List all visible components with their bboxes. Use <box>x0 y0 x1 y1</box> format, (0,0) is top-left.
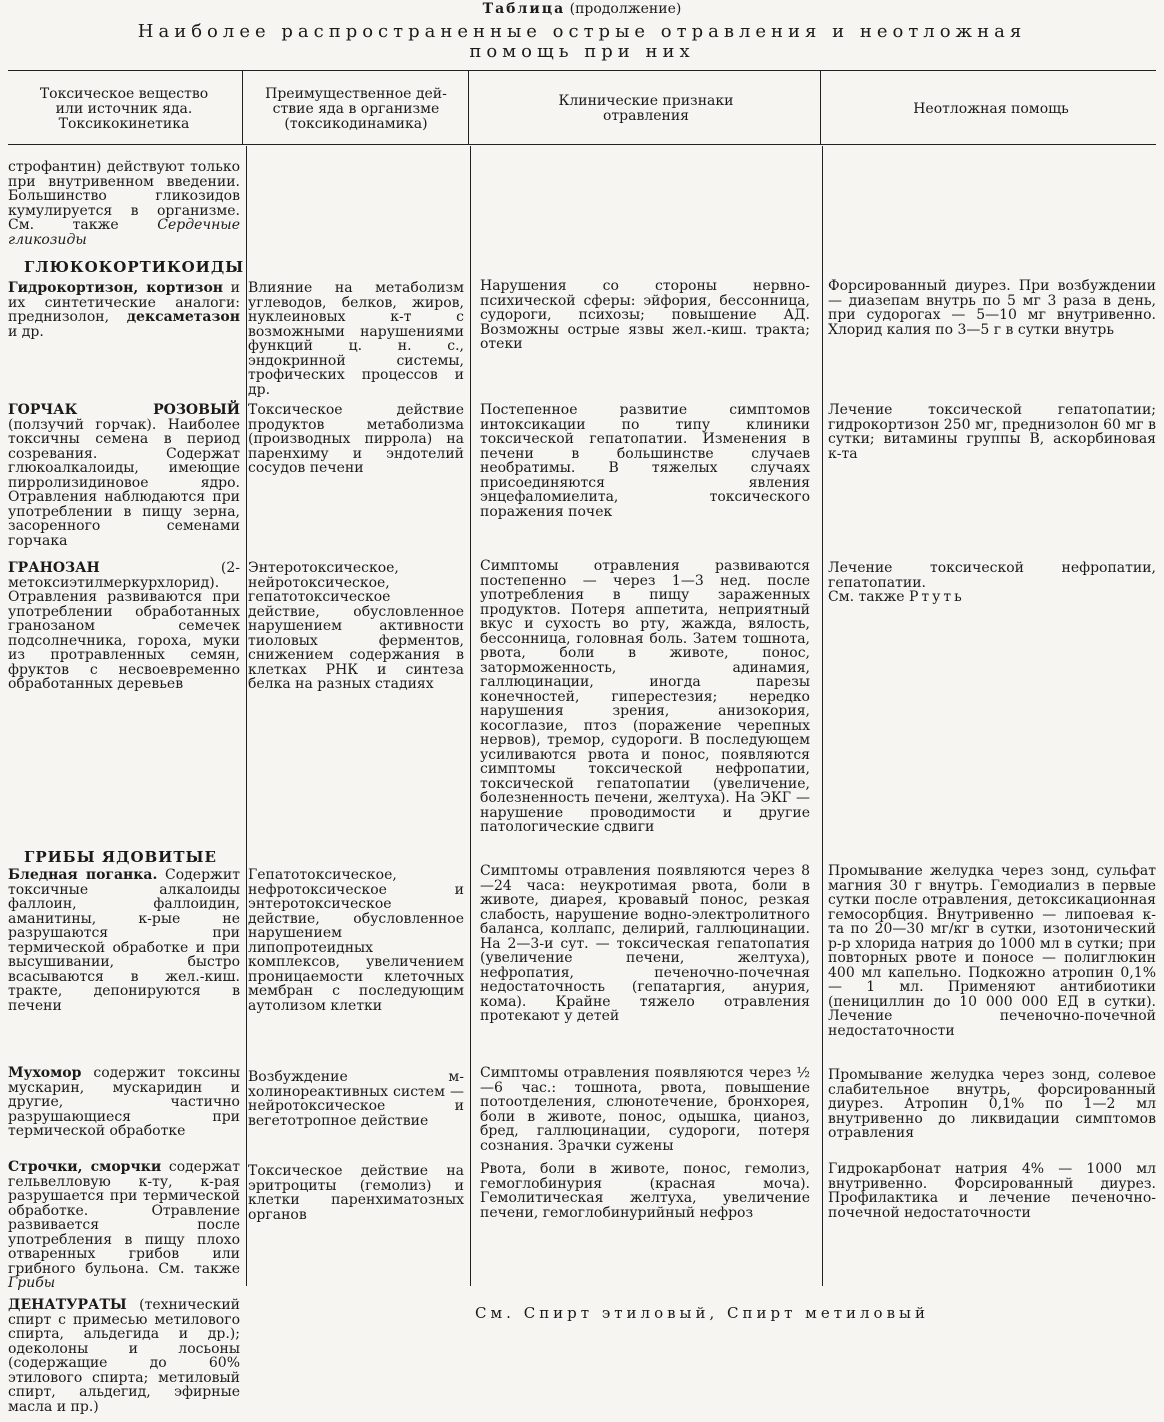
strochki-help: Гидрокарбонат натрия 4% — 1000 мл внутривенно. Форсированный диурез. Профилактика и лечение печеночно-почечной недостаточности <box>828 1161 1156 1221</box>
header-help: Неотложная помощь <box>913 100 1069 117</box>
strochki-action: Токсическое действие на эритроциты (гемолиз) и клетки паренхиматозных органов <box>248 1163 464 1223</box>
header-divider-2 <box>468 70 469 144</box>
table-caption-word: Таблица <box>482 1 566 17</box>
granozan-help-ref: Ртуть <box>908 589 965 605</box>
muhomor-action: Возбуждение м-холинореактивных систем — нейротоксическое и вегетотропное действие <box>248 1069 464 1129</box>
column-divider-3 <box>822 146 823 1286</box>
granozan-help <box>828 561 1156 605</box>
gorchak-text: (ползучий горчак). Наиболее токсичны семена в период созревания. Содержат глюкоалкалоиды, имеющие пирролизидиновое ядро. Отравления наблюдаются при употреблении в пищу зерна, засоренного семенами горчака <box>8 416 240 549</box>
granozan-signs: Симптомы отравления развиваются постепенно — через 1—3 нед. после употребления в пищу зараженных продуктов. Потеря аппетита, неприятный вкус и сухость во рту, жажда, вялость, бессонница, головная боль. Затем тошнота, рвота, боли в животе, понос, заторможенность, адинамия, галлюцинации, иногда парезы конечностей, гиперестезия; нередко нарушения зрения, анизокория, косоглазие, птоз (поражение черепных нервов), тремор, судороги. В последующем усиливаются рвота и понос, появляются симптомы токсической нефропатии, токсической гепатопатии (увеличение, болезненность печени, желтуха). На ЭКГ — нарушение проводимости и другие патологические сдвиги <box>480 558 810 835</box>
gorchak-action: Токсическое действие продуктов метаболизма (производных пиррола) на паренхиму и эндотелий сосудов печени <box>248 402 464 476</box>
poganka-text: Содержит токсичные алкалоиды фаллоин, фаллоидин, аманитины, к-рые не разрушаются при термической обработке и при высушивании, быстро всасываются в жел.-киш. тракте, депонируются в печени <box>8 867 240 1014</box>
poganka-signs: Симптомы отравления появляются через 8—24 часа: неукротимая рвота, боли в животе, диарея, кровавый понос, резкая слабость, нарушение водно-электролитного баланса, коллапс, делирий, галлюцинации. На 2—3-и сут. — токсическая гепатопатия (увеличение печени, желтуха), нефропатия, печеночно-почечная недостаточность (гепатаргия, анурия, кома). Крайне тяжело отравления протекают у детей <box>480 863 810 1024</box>
gluco-name: Гидрокортизон, кортизон <box>8 280 224 296</box>
granozan-help-text: Лечение токсической нефропатии, гепатопатии. <box>828 560 1156 591</box>
gorchak-name: ГОРЧАК РОЗОВЫЙ <box>8 402 240 418</box>
denat-text: (технический спирт с примесью метилового спирта, альдегида и др.); одеколоны и лосьоны (содержащие до 60% этилового спирта; метиловый спирт, альдегид, эфирные масла и пр.) <box>8 1297 240 1415</box>
strochki-substance <box>8 1160 240 1291</box>
table-title-line-1: Наиболее распространенные острые отравления и неотложная <box>137 21 1027 42</box>
header-divider-3 <box>820 70 821 144</box>
poganka-name: Бледная поганка. <box>8 867 158 883</box>
continued-text: строфантин) действуют только при внутривенном введении. Большинство гликозидов кумулируется в организме. См. также <box>8 159 240 233</box>
table-top-rule <box>8 70 1156 71</box>
poganka-action: Гепатотоксическое, нефротоксическое и энтеротоксическое действие, обусловленное нарушением липопротеидных комплексов, увеличением проницаемости клеточных мембран с последующим аутолизом клетки <box>248 867 464 1014</box>
table-caption-rest: (продолжение) <box>565 1 682 17</box>
strochki-signs: Рвота, боли в животе, понос, гемолиз, гемоглобинурия (красная моча). Гемолитическая желтуха, увеличение печени, гемоглобинурийный нефроз <box>480 1161 810 1221</box>
granozan-help-see: См. также <box>828 589 909 605</box>
gluco-action: Влияние на метаболизм углеводов, белков, жиров, нуклеиновых к-т с возможными нарушениями функций ц. н. с., эндокринной системы, трофических процессов и др. <box>248 280 464 398</box>
gluco-name-2: дексаметазон <box>126 309 240 325</box>
table-title <box>0 22 1164 62</box>
denat-substance <box>8 1298 240 1414</box>
section-mushrooms: ГРИБЫ ЯДОВИТЫЕ <box>24 848 217 866</box>
continued-cell <box>8 160 240 247</box>
continued-ref: Сердечные гликозиды <box>8 217 240 248</box>
header-bottom-rule <box>8 144 1156 145</box>
granozan-action: Энтеротоксическое, нейротоксическое, гепатотоксическое действие, обусловленное нарушением активности тиоловых ферментов, снижением содержания в клетках РНК и синтеза белка на разных стадиях <box>248 560 464 692</box>
gorchak-signs: Постепенное развитие симптомов интоксикации по типу клиники токсической гепатопатии. Изменения в печени в большинстве случаев необратимы. В тяжелых случаях присоединяются явления энцефаломиелита, токсического поражения почек <box>480 402 810 520</box>
muhomor-name: Мухомор <box>8 1065 82 1081</box>
granozan-substance <box>8 561 240 692</box>
gorchak-help: Лечение токсической гепатопатии; гидрокортизон 250 мг, преднизолон 60 мг в сутки; витамины группы B, аскорбиновая к-та <box>828 402 1156 462</box>
muhomor-text: содержит токсины мускарин, мускаридин и другие, частично разрушающиеся при термической обработке <box>8 1065 240 1139</box>
gluco-substance <box>8 281 240 339</box>
gluco-text-2: и др. <box>8 323 44 340</box>
section-glucocorticoids: ГЛЮКОКОРТИКОИДЫ <box>24 258 245 276</box>
header-divider-1 <box>242 70 243 144</box>
denat-name: ДЕНАТУРАТЫ <box>8 1297 127 1313</box>
column-divider-1 <box>246 146 247 1286</box>
header-action: Преимущественное дей- ствие яда в организме (токсикодинамика) <box>265 85 447 132</box>
gorchak-substance <box>8 403 240 548</box>
granozan-text: (2-метоксиэтилмеркурхлорид). Отравления развиваются при употреблении обработанных гранозаном семечек подсолнечника, гороха, муки из протравленных семян, фруктов с несвоевременно обработанных деревьев <box>8 560 240 692</box>
header-substance: Токсическое вещество или источник яда. Токсикокинетика <box>39 85 209 132</box>
poganka-substance <box>8 868 240 1013</box>
header-signs: Клинические признаки отравления <box>558 93 734 124</box>
gluco-text-1: и их синтетические аналоги: преднизолон, <box>8 280 241 325</box>
muhomor-substance <box>8 1066 240 1139</box>
table-title-line-2: помощь при них <box>469 41 695 62</box>
column-divider-2 <box>470 146 471 1286</box>
table-caption <box>0 1 1164 17</box>
denat-see-also: См. Спирт этиловый, Спирт метиловый <box>475 1304 929 1322</box>
gluco-signs: Нарушения со стороны нервно-психической сферы: эйфория, бессонница, судороги, психозы; повышение АД. Возможны острые язвы жел.-киш. тракта; отеки <box>480 278 810 352</box>
muhomor-signs: Симптомы отравления появляются через ½—6 час.: тошнота, рвота, повышение потоотделения, слюнотечение, бронхорея, боли в животе, понос, одышка, цианоз, бред, галлюцинации, судороги, потеря сознания. Зрачки сужены <box>480 1065 810 1154</box>
muhomor-help: Промывание желудка через зонд, солевое слабительное внутрь, форсированный диурез. Атропин 0,1% по 1—2 мл внутривенно до ликвидации симптомов отравления <box>828 1067 1156 1141</box>
strochki-text: содержат гельвелловую к-ту, к-рая разрушается при термической обработке. Отравление развивается после употребления в пищу плохо отваренных грибов или грибного бульона. См. также <box>8 1159 240 1277</box>
granozan-name: ГРАНОЗАН <box>8 560 100 576</box>
strochki-ref: Грибы <box>8 1275 56 1291</box>
poganka-help: Промывание желудка через зонд, сульфат магния 30 г внутрь. Гемодиализ в первые сутки после отравления, детоксикационная гемосорбция. Внутривенно — липоевая к-та по 20—30 мг/кг в сутки, изотонический р-р хлорида натрия до 1000 мл в сутки; при повторных рвоте и поносе — полиглюкин 400 мл капельно. Подкожно атропин 0,1% — 1 мл. Применяют антибиотики (пенициллин до 10 000 000 ЕД в сутки). Лечение печеночно-почечной недостаточности <box>828 863 1156 1039</box>
gluco-help: Форсированный диурез. При возбуждении — диазепам внутрь по 5 мг 3 раза в день, при судорогах — 5—10 мг внутривенно. Хлорид калия по 3—5 г в сутки внутрь <box>828 278 1156 338</box>
strochki-name: Строчки, сморчки <box>8 1159 162 1175</box>
